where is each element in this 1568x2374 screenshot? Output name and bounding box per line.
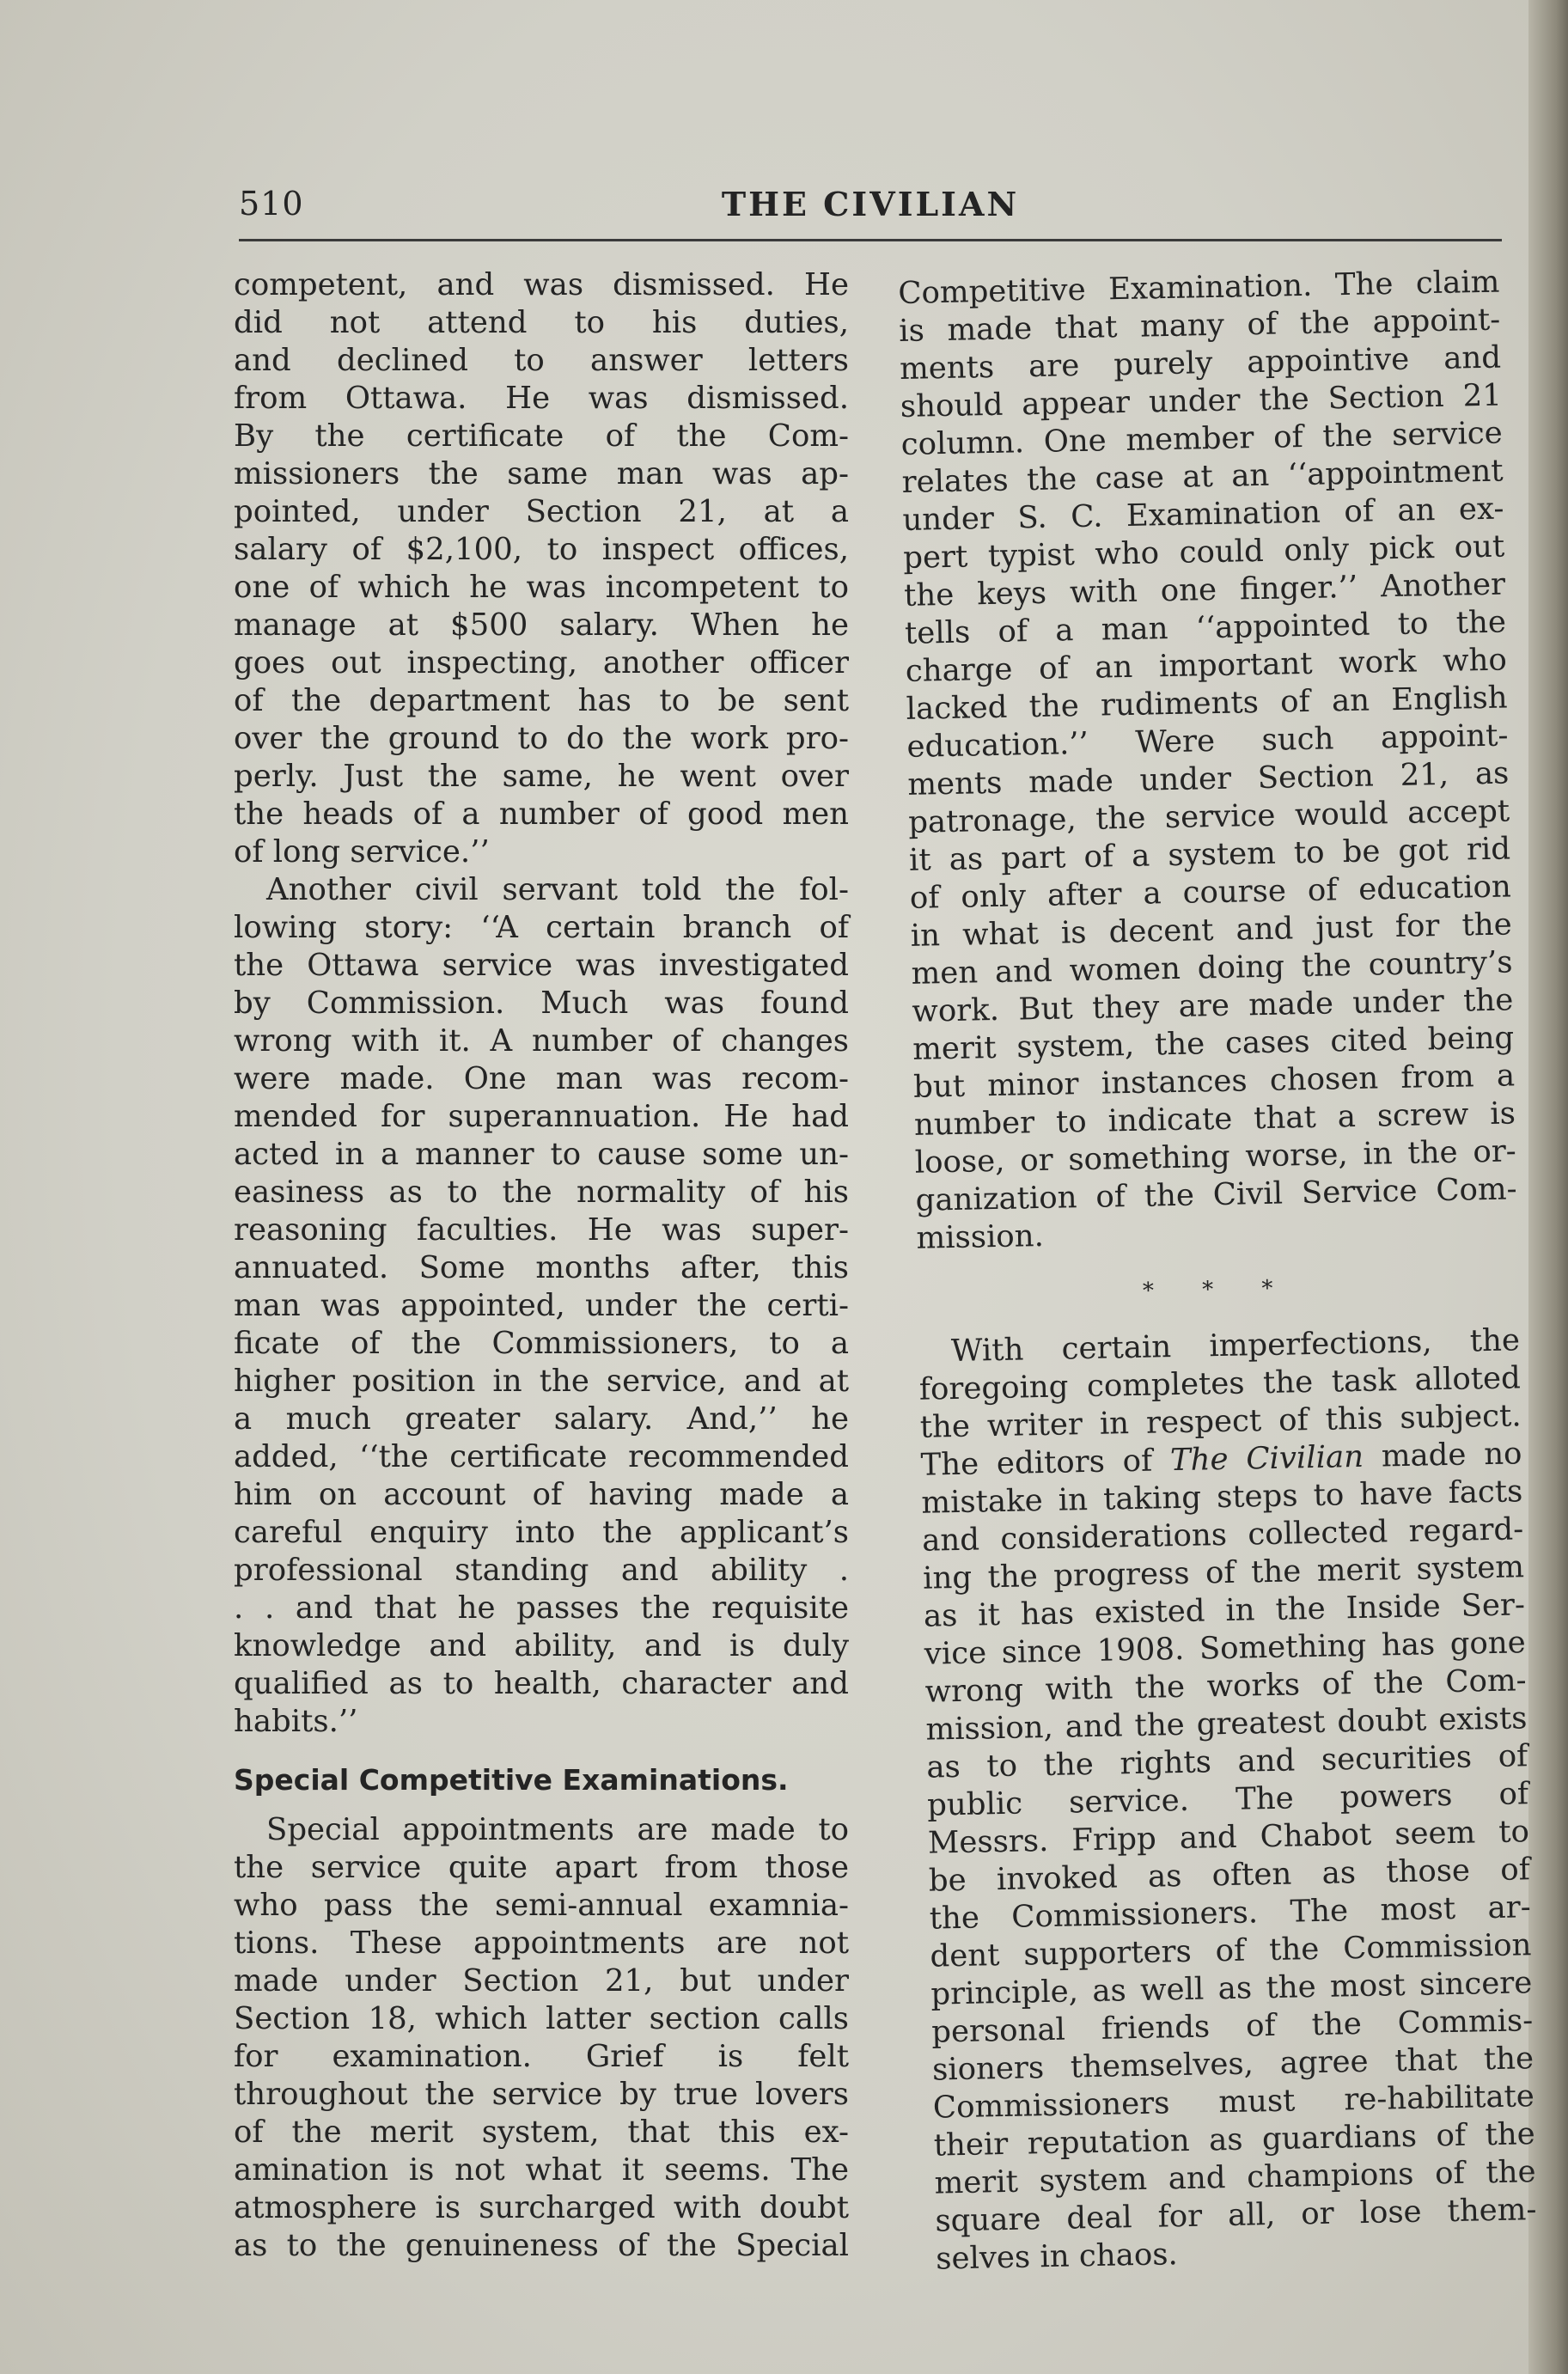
text-line: wrong with it. A number of changes — [234, 1023, 849, 1059]
text-line: lowing story: ‘‘A certain branch of — [234, 910, 849, 945]
text-line: be invoked as often as those of — [928, 1852, 1531, 1899]
text-line: of the merit system, that this ex- — [234, 2115, 849, 2150]
right-column — [898, 264, 1538, 2279]
text-line: tells of a man ‘‘appointed to the — [904, 604, 1507, 651]
text-line: of only after a course of education — [909, 869, 1512, 916]
text-line: square deal for all, or lose them- — [935, 2192, 1537, 2239]
page-edge — [1528, 0, 1568, 2374]
text-line: ing the progress of the merit system — [922, 1549, 1525, 1596]
text-line: Another civil servant told the fol- — [266, 872, 849, 907]
header — [239, 185, 1502, 228]
text-line: the keys with one finger.’’ Another — [903, 566, 1506, 613]
text-line: Competitive Examination. The claim — [898, 264, 1500, 311]
text-line: by Commission. Much was found — [234, 986, 849, 1021]
text-line: charge of an important work who — [905, 642, 1508, 689]
text-line: acted in a manner to cause some un- — [234, 1137, 849, 1172]
text-line: lacked the rudiments of an English — [906, 680, 1508, 727]
section-heading: Special Competitive Examinations. — [234, 1763, 789, 1797]
left-para-3 — [234, 1811, 849, 2265]
text-line: sioners themselves, agree that the — [931, 2041, 1534, 2088]
text-line: and declined to answer letters — [234, 343, 849, 378]
text-line: man was appointed, under the certi- — [234, 1288, 849, 1323]
text-line: as to the genuineness of the Special — [234, 2228, 849, 2263]
right-para-1 — [898, 264, 1518, 1258]
right-para-2 — [918, 1359, 1537, 2278]
text-line: vice since 1908. Something has gone — [924, 1625, 1527, 1672]
text-line: number to indicate that a screw is — [913, 1095, 1516, 1143]
text-line: the service quite apart from those — [234, 1850, 849, 1885]
text-line: . . and that he passes the requisite — [234, 1590, 849, 1626]
left-para-2 — [234, 871, 849, 1741]
text-line: loose, or something worse, in the or- — [914, 1133, 1517, 1181]
text-line: their reputation as guardians of the — [933, 2116, 1536, 2163]
text-line: did not attend to his duties, — [234, 305, 849, 340]
text-line: tions. These appointments are not — [234, 1925, 849, 1961]
text-line: selves in chaos. — [935, 2237, 1179, 2277]
text-line: ments are purely appointive and — [899, 339, 1502, 387]
text-line: men and women doing the country’s — [911, 944, 1513, 992]
text-line: the Commissioners. The most ar- — [929, 1889, 1531, 1937]
left-column — [234, 266, 849, 2265]
header-rule — [239, 239, 1502, 241]
text-line: habits.’’ — [234, 1704, 358, 1739]
text-line: Section 18, which latter section calls — [234, 2001, 849, 2036]
text-line: added, ‘‘the certificate recommended — [234, 1439, 849, 1474]
text-line: of the department has to be sent — [234, 683, 849, 718]
right-para-2-first-line: With certain imperfections, the — [950, 1322, 1521, 1370]
text-line: professional standing and ability . — [234, 1553, 849, 1588]
text-line: for examination. Grief is felt — [234, 2039, 849, 2074]
text-line: principle, as well as the most sincere — [930, 1965, 1533, 2012]
section-separator: * * * — [1142, 1275, 1294, 1304]
text-line: qualified as to health, character and — [234, 1666, 849, 1701]
text-line: pointed, under Section 21, at a — [234, 494, 849, 529]
text-line: who pass the semi-annual examnia- — [234, 1888, 849, 1923]
text-line: manage at $500 salary. When he — [234, 607, 849, 643]
text-line: from Ottawa. He was dismissed. — [234, 381, 849, 416]
text-line: a much greater salary. And,’’ he — [234, 1401, 849, 1437]
text-line: ments made under Section 21, as — [907, 755, 1510, 803]
left-para-1 — [234, 266, 849, 871]
text-line: merit system, the cases cited being — [912, 1020, 1515, 1067]
text-line: and considerations collected regard- — [921, 1511, 1524, 1559]
text-line: easiness as to the normality of his — [234, 1175, 849, 1210]
page-number: 510 — [239, 185, 304, 223]
text-line: perly. Just the same, he went over — [234, 759, 849, 794]
text-line: amination is not what it seems. The — [234, 2152, 849, 2188]
text-line: throughout the service by true lovers — [234, 2077, 849, 2112]
text-line: pert typist who could only pick out — [902, 528, 1505, 576]
text-line: in what is decent and just for the — [910, 906, 1513, 954]
text-line: one of which he was incompetent to — [234, 570, 849, 605]
text-line: patronage, the service would accept — [907, 793, 1510, 840]
text-line: under S. C. Examination of an ex- — [902, 491, 1504, 538]
italic-title: The Civilian — [1169, 1438, 1364, 1479]
text-line: work. But they are made under the — [912, 982, 1514, 1029]
text-line: the Ottawa service was investigated — [234, 948, 849, 983]
text-line: over the ground to do the work pro- — [234, 721, 849, 756]
text-line: Messrs. Fripp and Chabot seem to — [927, 1814, 1530, 1861]
text-line: merit system and champions of the — [934, 2154, 1536, 2201]
text-line: mission. — [916, 1218, 1045, 1256]
text-line: education.’’ Were such appoint- — [906, 717, 1509, 765]
text-line: as it has existed in the Inside Ser- — [923, 1587, 1526, 1634]
text-line: but minor instances chosen from a — [912, 1058, 1516, 1105]
text-line: dent supporters of the Commission — [930, 1927, 1532, 1974]
text-line: public service. The powers of — [926, 1776, 1529, 1823]
text-line: as to the rights and securities of — [925, 1738, 1528, 1785]
text-line: mended for superannuation. He had — [234, 1099, 849, 1134]
text-line: foregoing completes the task alloted — [918, 1360, 1522, 1407]
text-line: annuated. Some months after, this — [234, 1250, 849, 1285]
text-line: made under Section 21, but under — [234, 1963, 849, 1999]
text-line: the heads of a number of good men — [234, 796, 849, 832]
text-line: mistake in taking steps to have facts — [921, 1474, 1523, 1521]
text-line: relates the case at an ‘‘appointment — [901, 453, 1504, 500]
running-head: THE CIVILIAN — [721, 185, 1020, 223]
text-line: salary of $2,100, to inspect offices, — [234, 532, 849, 567]
text-line: The editors of The Civilian made no — [920, 1436, 1522, 1483]
text-line: personal friends of the Commis- — [930, 2003, 1534, 2050]
text-line: ganization of the Civil Service Com- — [915, 1171, 1517, 1218]
text-line: it as part of a system to be got rid — [908, 831, 1511, 878]
text-line: goes out inspecting, another officer — [234, 645, 849, 680]
text-line: competent, and was dismissed. He — [234, 267, 849, 302]
text-line: By the certificate of the Com- — [234, 418, 849, 454]
text-line: should appear under the Section 21 — [900, 377, 1503, 424]
text-line: missioners the same man was ap- — [234, 456, 849, 491]
text-line: ficate of the Commissioners, to a — [234, 1326, 849, 1361]
text-line: wrong with the works of the Com- — [924, 1663, 1527, 1710]
text-line: Commissioners must re-habilitate — [932, 2078, 1535, 2126]
text-line: atmosphere is surcharged with doubt — [234, 2190, 849, 2225]
text-line: were made. One man was recom- — [234, 1061, 849, 1096]
text-line: is made that many of the appoint- — [898, 302, 1501, 349]
text-line: higher position in the service, and at — [234, 1364, 849, 1399]
text-line: column. One member of the service — [900, 415, 1504, 462]
text-line: of long service.’’ — [234, 834, 490, 870]
text-line: the writer in respect of this subject. — [919, 1398, 1522, 1445]
text-line: careful enquiry into the applicant’s — [234, 1515, 849, 1550]
text-line: knowledge and ability, and is duly — [234, 1628, 849, 1663]
text-line: Special appointments are made to — [266, 1812, 849, 1847]
text-line: reasoning faculties. He was super- — [234, 1212, 849, 1248]
text-line: mission, and the greatest doubt exists — [925, 1700, 1528, 1748]
text-line: him on account of having made a — [234, 1477, 849, 1512]
